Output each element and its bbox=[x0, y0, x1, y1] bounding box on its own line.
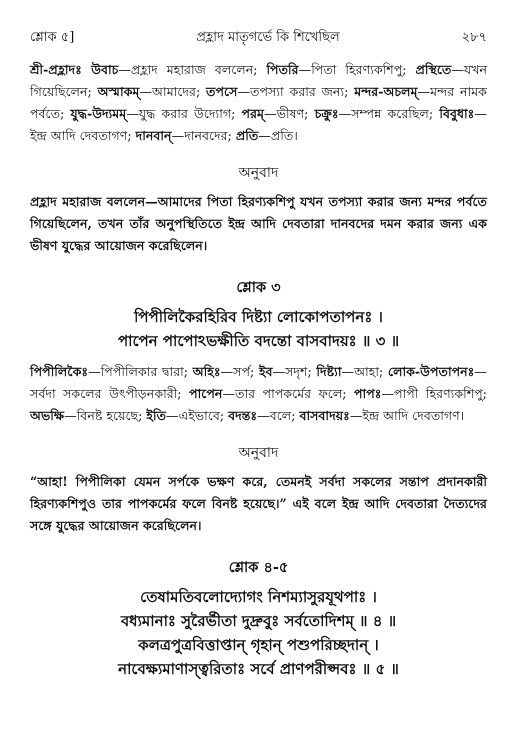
synonym-meaning: —সদৃশ; bbox=[272, 364, 317, 379]
synonym-term: লোক-উপতাপনঃ bbox=[387, 364, 475, 379]
synonym-meaning: —পিপীলিকার দ্বারা; bbox=[88, 364, 193, 379]
synonym-meaning: —দানবদের; bbox=[171, 128, 236, 143]
verse-line: পিপীলিকৈরহিরিব দিষ্ট্যা লোকোপতাপনঃ । bbox=[134, 308, 383, 326]
synonym-meaning: —এইভাবে; bbox=[166, 408, 229, 423]
synonym-meaning: —আহা; bbox=[341, 364, 388, 379]
verse-line: তেষামতিবলোদ্যোগং নিশম্যাসুরযূথপাঃ । bbox=[140, 588, 377, 606]
synonym-term: যুদ্ধ-উদ্যমম্ bbox=[70, 106, 127, 121]
verse-line: নাবেক্ষ্যমাণাস্ত্বরিতাঃ সর্বে প্রাণপরীপ্সবঃ ॥ ৫ ॥ bbox=[118, 660, 399, 678]
synonym-term: তপসে bbox=[206, 84, 238, 99]
synonym-meaning: —ভীষণ; bbox=[264, 106, 315, 121]
verse-line: বধ্যমানাঃ সুরৈর্ভীতা দুদ্রুবুঃ সর্বতোদিশম্ ॥ ৪ ॥ bbox=[120, 612, 397, 630]
translation-heading-1: অনুবাদ bbox=[238, 165, 279, 181]
synonym-term: প্রস্থিতে bbox=[415, 62, 452, 77]
synonym-meaning: —ইন্দ্র আদি দেবতাগণ। bbox=[349, 408, 465, 423]
synonym-meaning: —সম্পন্ন করেছিল; bbox=[338, 106, 440, 121]
synonym-meaning: —পিতা হিরণ্যকশিপু; bbox=[298, 62, 416, 77]
synonym-term: ইব bbox=[258, 364, 273, 379]
synonym-term: বিবুধাঃ bbox=[439, 106, 475, 121]
synonyms-verse-2 bbox=[30, 59, 487, 147]
verse-4-5-heading: শ্লোক ৪-৫ bbox=[228, 559, 289, 576]
synonym-meaning: —ইন্দ্র আদি দেবতাগণ; bbox=[30, 106, 487, 143]
translation-heading-2: অনুবাদ bbox=[238, 445, 279, 461]
running-header bbox=[30, 28, 487, 49]
synonym-meaning: —প্রহ্লাদ মহারাজ বললেন; bbox=[118, 62, 267, 77]
synonym-term: প্রতি bbox=[235, 128, 259, 143]
page-number: ২৮৭ bbox=[461, 30, 487, 45]
synonym-term: পিতরি bbox=[266, 62, 299, 77]
verse-3-text bbox=[30, 305, 487, 353]
verse-line: পাপেন পাপোঽভক্ষীতি বদন্তো বাসবাদয়ঃ ॥ ৩ ॥ bbox=[117, 332, 400, 350]
synonym-meaning: —পাপী হিরণ্যকশিপু; bbox=[381, 386, 487, 401]
synonym-meaning: —সর্বদা সকলের উৎপীড়নকারী; bbox=[30, 364, 487, 401]
synonym-meaning: —প্রতি। bbox=[258, 128, 298, 143]
translation-verse-3: “আহা! পিপীলিকা যেমন সর্পকে ভক্ষণ করে, তেমনই সর্বদা সকলের সন্তাপ প্রদানকারী হিরণ্যকশিপুও তার পাপকর্মের ফলে বিনষ্ট হয়েছে।” এই বলে ইন্দ্র আদি দেবতারা দৈত্যদের সঙ্গে যুদ্ধের আয়োজন করেছিলেন। bbox=[30, 474, 487, 533]
synonym-meaning: —মন্দর নামক পর্বতে; bbox=[30, 84, 487, 121]
synonym-term: বদন্তঃ bbox=[228, 408, 258, 423]
synonym-meaning: —সর্প; bbox=[220, 364, 259, 379]
synonym-term: পাপঃ bbox=[354, 386, 382, 401]
synonym-term: পাপেন bbox=[189, 386, 223, 401]
synonym-meaning: —বিনষ্ট হয়েছে; bbox=[64, 408, 147, 423]
verse-3-heading: শ্লোক ৩ bbox=[236, 279, 281, 296]
synonym-meaning: —যুদ্ধ করার উদ্যোগ; bbox=[126, 106, 242, 121]
synonym-term: দানবান্ bbox=[135, 128, 172, 143]
synonym-term: অহিঃ bbox=[192, 364, 221, 379]
synonym-term: অভক্ষি bbox=[30, 408, 65, 423]
synonyms-verse-3 bbox=[30, 361, 487, 427]
synonym-term: মন্দর-অচলম্ bbox=[354, 84, 418, 99]
synonym-meaning: —যখন গিয়েছিলেন; bbox=[30, 62, 487, 99]
synonym-term: বাসবাদয়ঃ bbox=[299, 408, 350, 423]
synonym-term: চক্রুঃ bbox=[314, 106, 339, 121]
synonym-meaning: —তার পাপকর্মের ফলে; bbox=[222, 386, 354, 401]
header-chapter-title: প্রহ্লাদ মাতৃগর্ভে কি শিখেছিল bbox=[196, 30, 340, 45]
header-verse-ref: শ্লোক ৫] bbox=[30, 30, 75, 45]
translation-verse-2: প্রহ্লাদ মহারাজ বললেন—আমাদের পিতা হিরণ্যকশিপু যখন তপস্যা করার জন্য মন্দর পর্বতে গিয়েছিলেন, তখন তাঁর অনুপস্থিতিতে ইন্দ্র আদি দেবতারা দানবদের দমন করার জন্য এক ভীষণ যুদ্ধের আয়োজন করেছিলেন। bbox=[30, 194, 487, 253]
synonym-meaning: —তপস্যা করার জন্য; bbox=[237, 84, 355, 99]
synonym-term: পরম্ bbox=[241, 106, 265, 121]
synonym-term: অস্মাকম্ bbox=[97, 84, 140, 99]
synonym-term: শ্রী-প্রহ্লাদঃ উবাচ bbox=[30, 62, 119, 77]
verse-line: কলত্রপুত্রবিত্তাপ্তান্ গৃহান্ পশুপরিচ্ছদান্ । bbox=[138, 636, 379, 654]
synonym-meaning: —আমাদের; bbox=[139, 84, 207, 99]
verse-4-5-text bbox=[30, 585, 487, 681]
synonym-meaning: —বলে; bbox=[257, 408, 300, 423]
synonym-term: ইতি bbox=[146, 408, 167, 423]
synonym-term: পিপীলিকৈঃ bbox=[30, 364, 89, 379]
synonym-term: দিষ্ট্যা bbox=[316, 364, 342, 379]
